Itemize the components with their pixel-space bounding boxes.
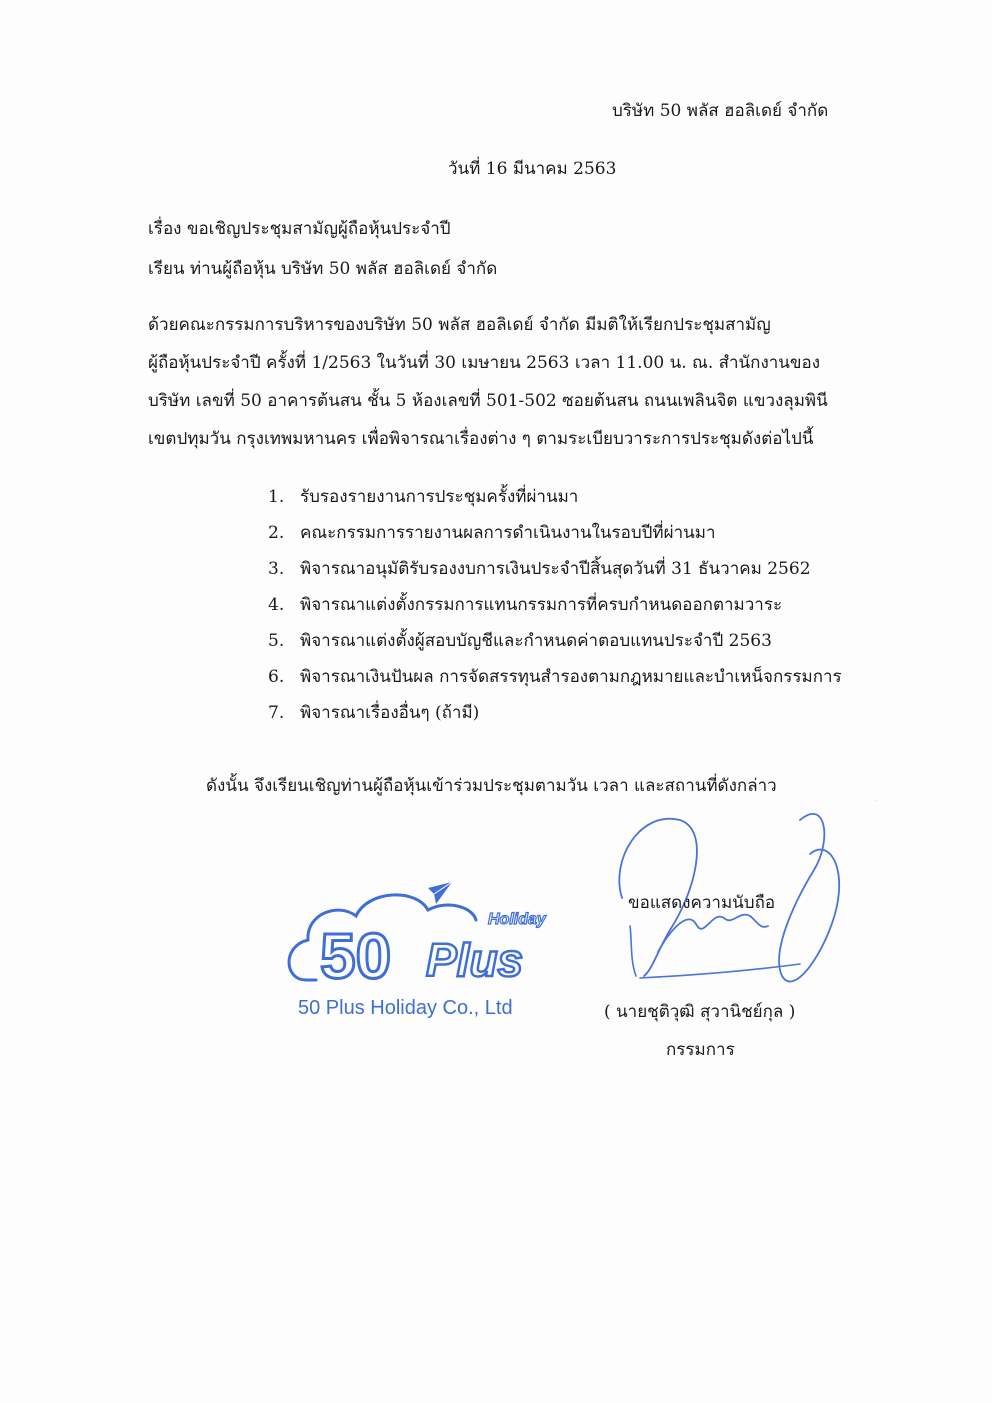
body-line: เขตปทุมวัน กรุงเทพมหานคร เพื่อพิจารณาเรื่องต่าง ๆ ตามระเบียบวาระการประชุมดังต่อไปนี้ (148, 429, 814, 449)
subject-line: เรื่อง ขอเชิญประชุมสามัญผู้ถือหุ้นประจำปี (148, 219, 451, 239)
svg-text:Holiday: Holiday (488, 911, 546, 928)
agenda-text: พิจารณาแต่งตั้งกรรมการแทนกรรมการที่ครบกำหนดออกตามวาระ (300, 595, 783, 615)
agenda-text: รับรองรายงานการประชุมครั้งที่ผ่านมา (300, 487, 579, 507)
svg-text:Plus: Plus (426, 934, 524, 986)
agenda-number: 2. (268, 523, 285, 543)
agenda-text: พิจารณาอนุมัติรับรองงบการเงินประจำปีสิ้นสุดวันที่ 31 ธันวาคม 2562 (300, 559, 811, 579)
body-line: บริษัท เลขที่ 50 อาคารต้นสน ชั้น 5 ห้องเลขที่ 501-502 ซอยต้นสน ถนนเพลินจิต แขวงลุมพินี (148, 391, 828, 411)
signer-name: ( นายชุติวุฒิ สุวานิชย์กุล ) (604, 1002, 796, 1022)
svg-text:50: 50 (320, 920, 392, 992)
agenda-text: พิจารณาเรื่องอื่นๆ (ถ้ามี) (300, 703, 480, 723)
agenda-text: คณะกรรมการรายงานผลการดำเนินงานในรอบปีที่ผ่านมา (300, 523, 716, 543)
agenda-number: 5. (268, 631, 285, 651)
regards-line: ขอแสดงความนับถือ (628, 893, 776, 913)
agenda-number: 4. (268, 595, 285, 615)
recipient-line: เรียน ท่านผู้ถือหุ้น บริษัท 50 พลัส ฮอลิเดย์ จำกัด (148, 259, 498, 279)
agenda-number: 1. (268, 487, 285, 507)
agenda-number: 3. (268, 559, 285, 579)
agenda-number: 7. (268, 703, 285, 723)
closing-line: ดังนั้น จึงเรียนเชิญท่านผู้ถือหุ้นเข้าร่วมประชุมตามวัน เวลา และสถานที่ดังกล่าว (206, 776, 777, 796)
agenda-text: พิจารณาเงินปันผล การจัดสรรทุนสำรองตามกฎหมายและบำเหน็จกรรมการ (300, 667, 842, 687)
agenda-text: พิจารณาแต่งตั้งผู้สอบบัญชีและกำหนดค่าตอบแทนประจำปี 2563 (300, 631, 772, 651)
signer-title: กรรมการ (666, 1040, 735, 1060)
body-line: ผู้ถือหุ้นประจำปี ครั้งที่ 1/2563 ในวันที่ 30 เมษายน 2563 เวลา 11.00 น. ณ. สำนักงานของ (148, 353, 821, 373)
stamp-caption: 50 Plus Holiday Co., Ltd (298, 997, 513, 1019)
agenda-number: 6. (268, 667, 285, 687)
body-line: ด้วยคณะกรรมการบริหารของบริษัท 50 พลัส ฮอลิเดย์ จำกัด มีมติให้เรียกประชุมสามัญ (148, 315, 771, 335)
letter-date: วันที่ 16 มีนาคม 2563 (448, 159, 617, 179)
company-header: บริษัท 50 พลัส ฮอลิเดย์ จำกัด (612, 101, 829, 121)
